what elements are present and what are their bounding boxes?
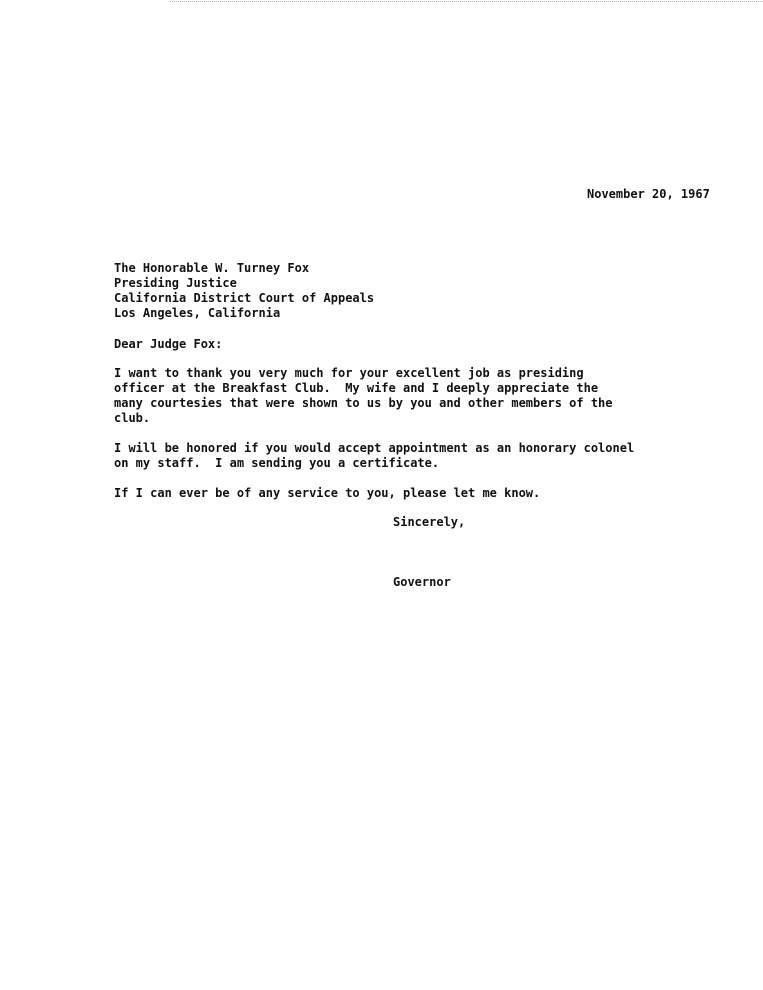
body-line: If I can ever be of any service to you, please let me know. (114, 486, 541, 500)
body-line: I will be honored if you would accept appointment as an honorary colonel (114, 441, 635, 455)
body-paragraph-2 (114, 441, 674, 471)
closing: Sincerely, (393, 515, 466, 529)
recipient-name: The Honorable W. Turney Fox (114, 261, 310, 275)
body-line: I want to thank you very much for your excellent job as presiding (114, 366, 584, 380)
recipient-title: Presiding Justice (114, 276, 237, 290)
body-line: club. (114, 411, 151, 425)
recipient-court: California District Court of Appeals (114, 291, 375, 305)
letter-date: November 20, 1967 (587, 187, 710, 201)
salutation: Dear Judge Fox: (114, 337, 223, 351)
top-dotted-edge (170, 1, 763, 2)
body-line: many courtesies that were shown to us by you and other members of the (114, 396, 613, 410)
body-line: officer at the Breakfast Club. My wife and I deeply appreciate the (114, 381, 599, 395)
recipient-location: Los Angeles, California (114, 306, 281, 320)
body-paragraph-3 (114, 486, 674, 501)
recipient-address-block (114, 261, 374, 321)
signature-title: Governor (393, 575, 451, 589)
body-paragraph-1 (114, 366, 674, 426)
body-line: on my staff. I am sending you a certificate. (114, 456, 440, 470)
